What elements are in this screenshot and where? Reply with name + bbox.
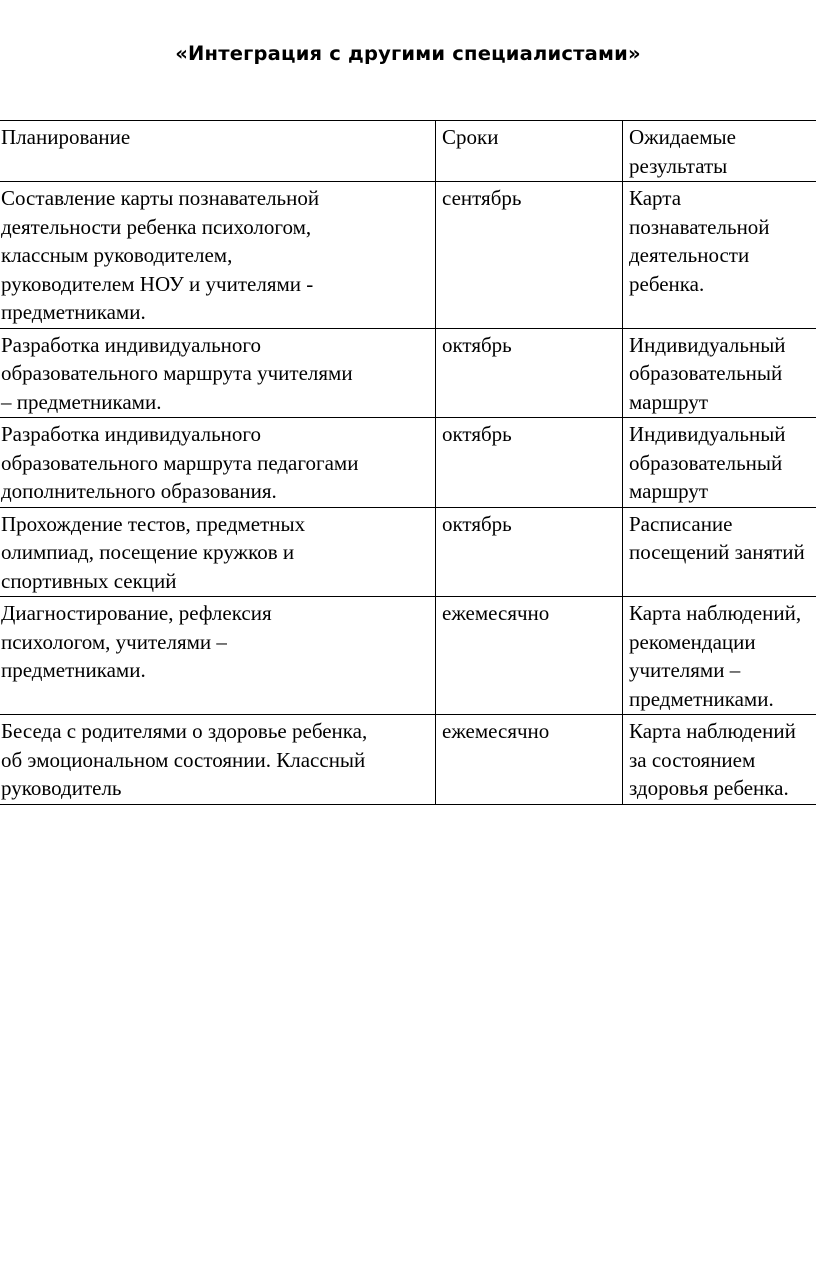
table-row <box>0 715 816 805</box>
cell-planning: Разработка индивидуального образовательного маршрута педагогами дополнительного образования. <box>0 418 436 508</box>
table-row <box>0 418 816 508</box>
cell-term: октябрь <box>436 328 623 418</box>
table-header-row <box>0 121 816 182</box>
cell-planning: Разработка индивидуального образовательного маршрута учителями – предметниками. <box>0 328 436 418</box>
planning-table <box>0 120 816 805</box>
cell-result: Расписание посещений занятий <box>623 507 816 597</box>
cell-result: Индивидуальный образовательный маршрут <box>623 328 816 418</box>
cell-planning: Диагностирование, рефлексия психологом, учителями – предметниками. <box>0 597 436 715</box>
cell-term: ежемесячно <box>436 597 623 715</box>
cell-term: сентябрь <box>436 182 623 329</box>
cell-result: Карта наблюдений за состоянием здоровья ребенка. <box>623 715 816 805</box>
cell-planning: Составление карты познавательной деятельности ребенка психологом, классным руководителем, руководителем НОУ и учителями - предметниками. <box>0 182 436 329</box>
header-expected-results: Ожидаемые результаты <box>623 121 816 182</box>
table-row <box>0 597 816 715</box>
cell-result: Карта наблюдений, рекомендации учителями – предметниками. <box>623 597 816 715</box>
header-terms: Сроки <box>436 121 623 182</box>
cell-term: ежемесячно <box>436 715 623 805</box>
cell-result: Индивидуальный образовательный маршрут <box>623 418 816 508</box>
table-row <box>0 507 816 597</box>
table-row <box>0 182 816 329</box>
cell-term: октябрь <box>436 507 623 597</box>
header-planning: Планирование <box>0 121 436 182</box>
cell-result: Карта познавательной деятельности ребенка. <box>623 182 816 329</box>
cell-term: октябрь <box>436 418 623 508</box>
cell-planning: Беседа с родителями о здоровье ребенка, об эмоциональном состоянии. Классный руководитель <box>0 715 436 805</box>
page-title: «Интеграция с другими специалистами» <box>175 42 641 65</box>
table-row <box>0 328 816 418</box>
cell-planning: Прохождение тестов, предметных олимпиад, посещение кружков и спортивных секций <box>0 507 436 597</box>
